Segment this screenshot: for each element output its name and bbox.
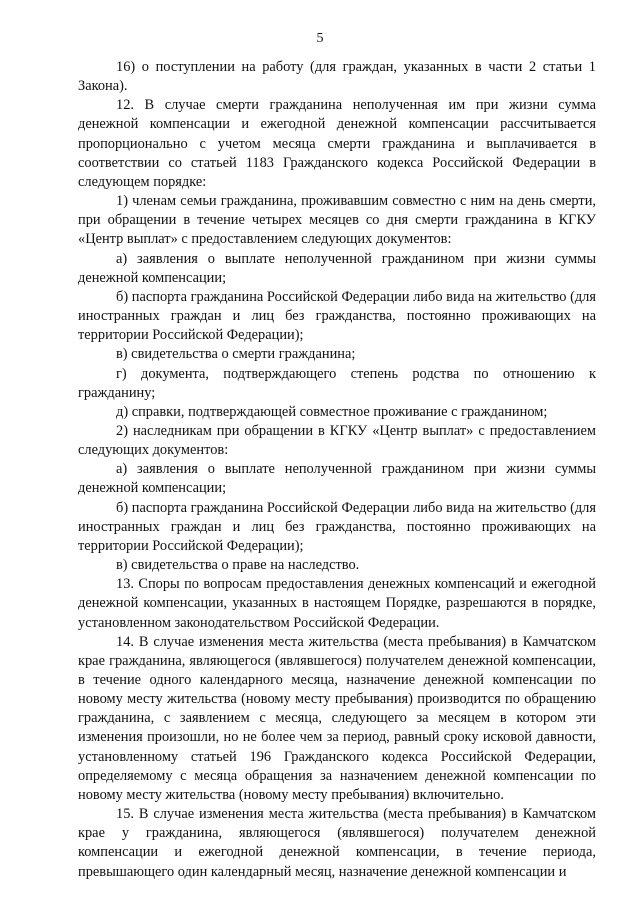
paragraph-12-1-v: в) свидетельства о смерти гражданина;	[116, 346, 356, 363]
page-number: 5	[316, 31, 324, 46]
paragraph-12-2-a: а) заявления о выплате неполученной гражданином при жизни суммы денежной компенсации;	[78, 461, 596, 497]
paragraph-14: 14. В случае изменения места жительства (места пребывания) в Камчатском крае гражданина, являющегося (являвшегося) получателем денежной компенсации, в течение одного календарного месяца, назначение денежной компенсации по новому месту жительства (новому месту пребывания) производится по обращению гражданина, с заявлением с месяца, следующего за месяцем в котором эти изменения произошли, но не более чем за период, равный сроку исковой давности, установленному статьей 196 Гражданского кодекса Российской Федерации, определяемому с месяца обращения за назначением денежной компенсации по новому месту жительства (новому месту пребывания) включительно.	[78, 633, 596, 803]
paragraph-12-item-1: 1) членам семьи гражданина, проживавшим совместно с ним на день смерти, при обращении в течение четырех месяцев со дня смерти гражданина в КГКУ «Центр выплат» с предоставлением следующих документов:	[78, 193, 596, 248]
paragraph-15: 15. В случае изменения места жительства (места пребывания) в Камчатском крае у гражданина, являющегося (являвшегося) получателем денежной компенсации и ежегодной денежной компенсации, в течение периода, превышающего один календарный месяц, назначение денежной компенсации и	[78, 806, 596, 880]
paragraph-12-1-a: а) заявления о выплате неполученной гражданином при жизни суммы денежной компенсации;	[78, 250, 596, 286]
paragraph-12: 12. В случае смерти гражданина неполученная им при жизни сумма денежной компенсации и ежегодной денежной компенсации рассчитывается пропорционально с учетом месяца смерти гражданина и выплачивается в соответствии со статьей 1183 Гражданского кодекса Российской Федерации в следующем порядке:	[78, 97, 596, 190]
paragraph-12-item-2: 2) наследникам при обращении в КГКУ «Центр выплат» с предоставлением следующих документов:	[78, 422, 596, 459]
paragraph-16-item: 16) о поступлении на работу (для граждан, указанных в части 2 статьи 1 Закона).	[78, 59, 596, 95]
paragraph-12-1-g: г) документа, подтверждающего степень родства по отношению к гражданину;	[78, 365, 596, 401]
paragraph-13: 13. Споры по вопросам предоставления денежных компенсаций и ежегодной денежной компенсации, указанных в настоящем Порядке, разрешаются в порядке, установленном законодательством Российской Федерации.	[78, 576, 596, 631]
paragraph-12-2-b: б) паспорта гражданина Российской Федерации либо вида на жительство (для иностранных граждан и лиц без гражданства, постоянно проживающих на территории Российской Федерации);	[78, 499, 596, 554]
paragraph-12-1-b: б) паспорта гражданина Российской Федерации либо вида на жительство (для иностранных граждан и лиц без гражданства, постоянно проживающих на территории Российской Федерации);	[78, 288, 596, 344]
paragraph-12-1-d: д) справки, подтверждающей совместное проживание с гражданином;	[116, 403, 548, 420]
document-body	[78, 58, 596, 882]
paragraph-12-2-v: в) свидетельства о праве на наследство.	[116, 557, 360, 574]
